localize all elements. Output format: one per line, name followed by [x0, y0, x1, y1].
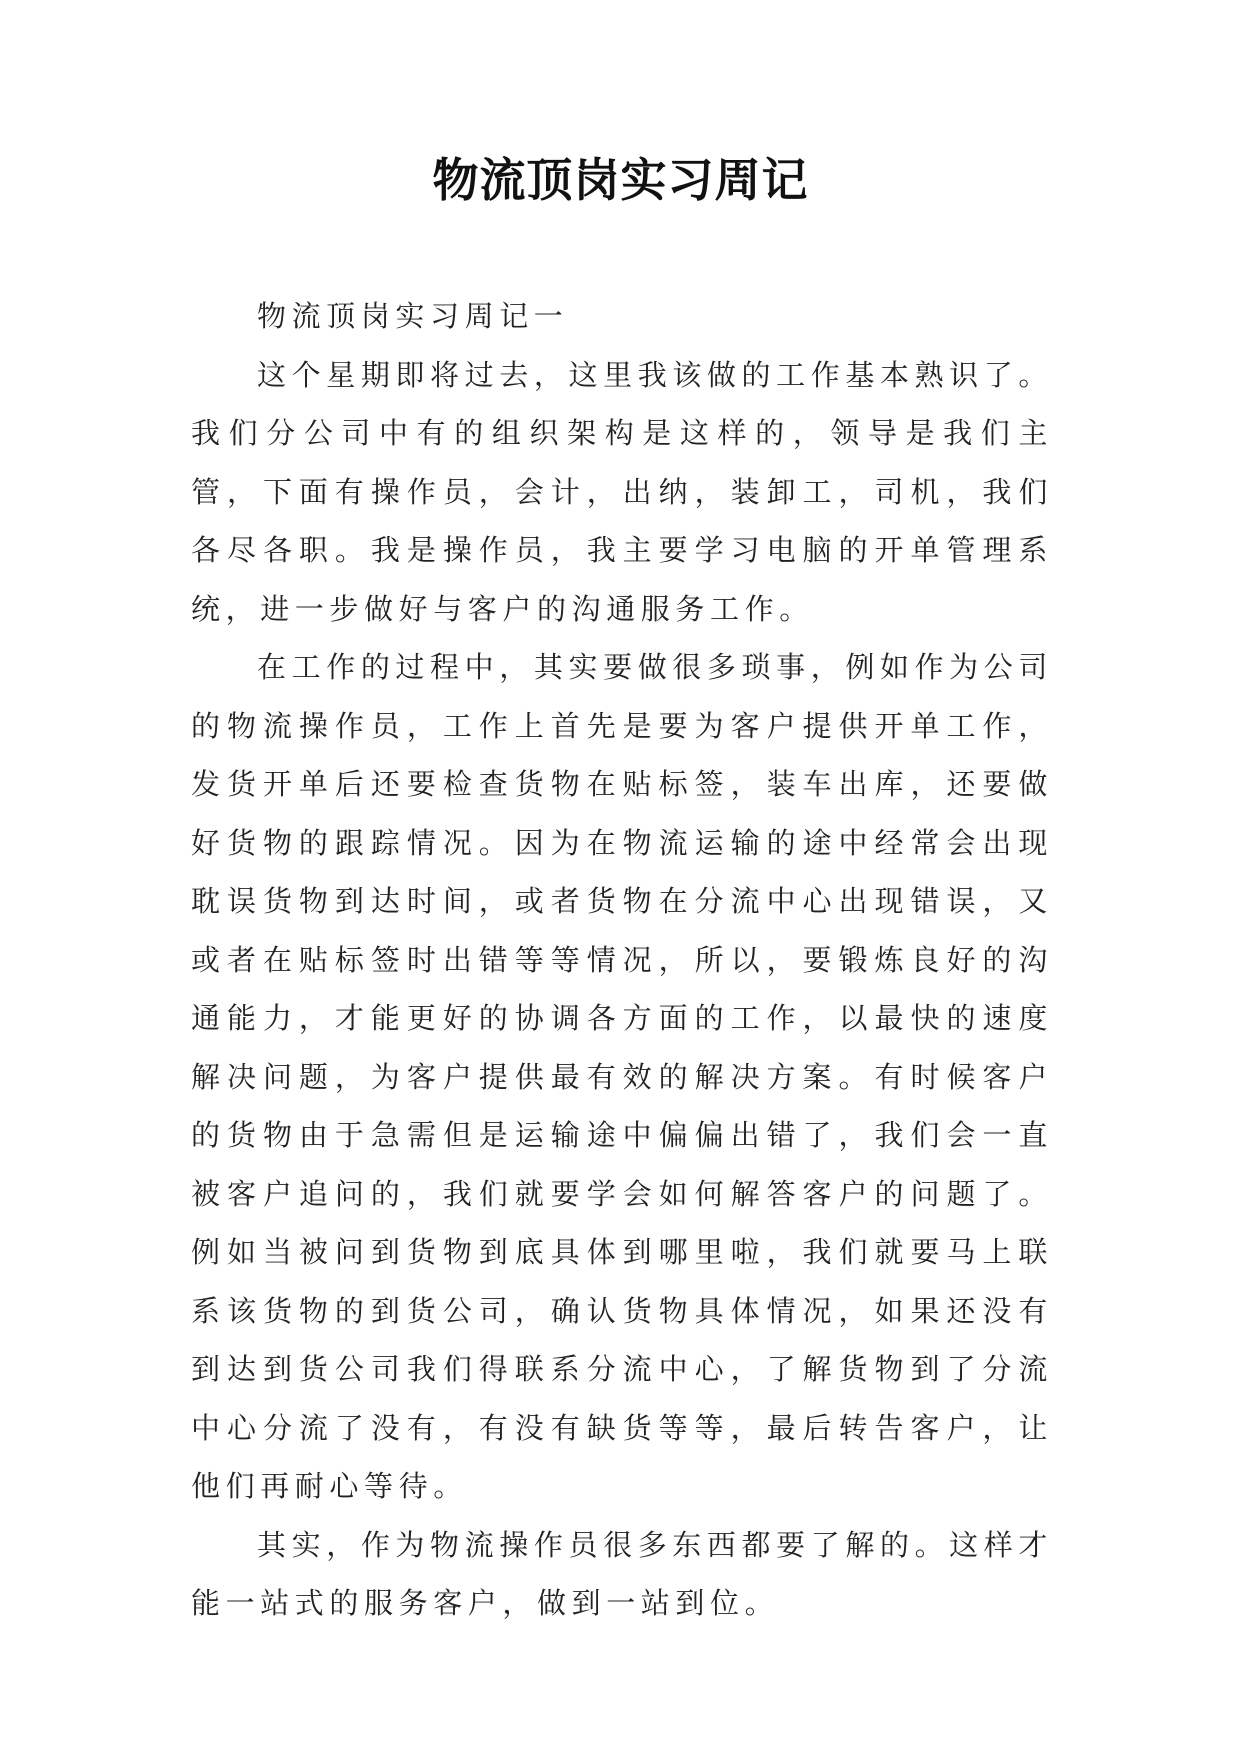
- paragraph: 这个星期即将过去，这里我该做的工作基本熟识了。我们分公司中有的组织架构是这样的，领导是我们主管，下面有操作员，会计，出纳，装卸工，司机，我们各尽各职。我是操作员，我主要学习电脑的开单管理系统，进一步做好与客户的沟通服务工作。: [191, 357, 1053, 626]
- document-body: [191, 287, 1053, 1633]
- paragraph: 其实，作为物流操作员很多东西都要了解的。这样才能一站式的服务客户，做到一站到位。: [191, 1527, 1053, 1620]
- document-title: 物流顶岗实习周记: [432, 153, 809, 207]
- paragraph: 在工作的过程中，其实要做很多琐事，例如作为公司的物流操作员，工作上首先是要为客户提供开单工作，发货开单后还要检查货物在贴标签，装车出库，还要做好货物的跟踪情况。因为在物流运输的途中经常会出现耽误货物到达时间，或者货物在分流中心出现错误，又或者在贴标签时出错等等情况，所以，要锻炼良好的沟通能力，才能更好的协调各方面的工作，以最快的速度解决问题，为客户提供最有效的解决方案。有时候客户的货物由于急需但是运输途中偏偏出错了，我们会一直被客户追问的，我们就要学会如何解答客户的问题了。例如当被问到货物到底具体到哪里啦，我们就要马上联系该货物的到货公司，确认货物具体情况，如果还没有到达到货公司我们得联系分流中心，了解货物到了分流中心分流了没有，有没有缺货等等，最后转告客户，让他们再耐心等待。: [191, 650, 1053, 1503]
- section-heading: 物流顶岗实习周记一: [257, 299, 569, 333]
